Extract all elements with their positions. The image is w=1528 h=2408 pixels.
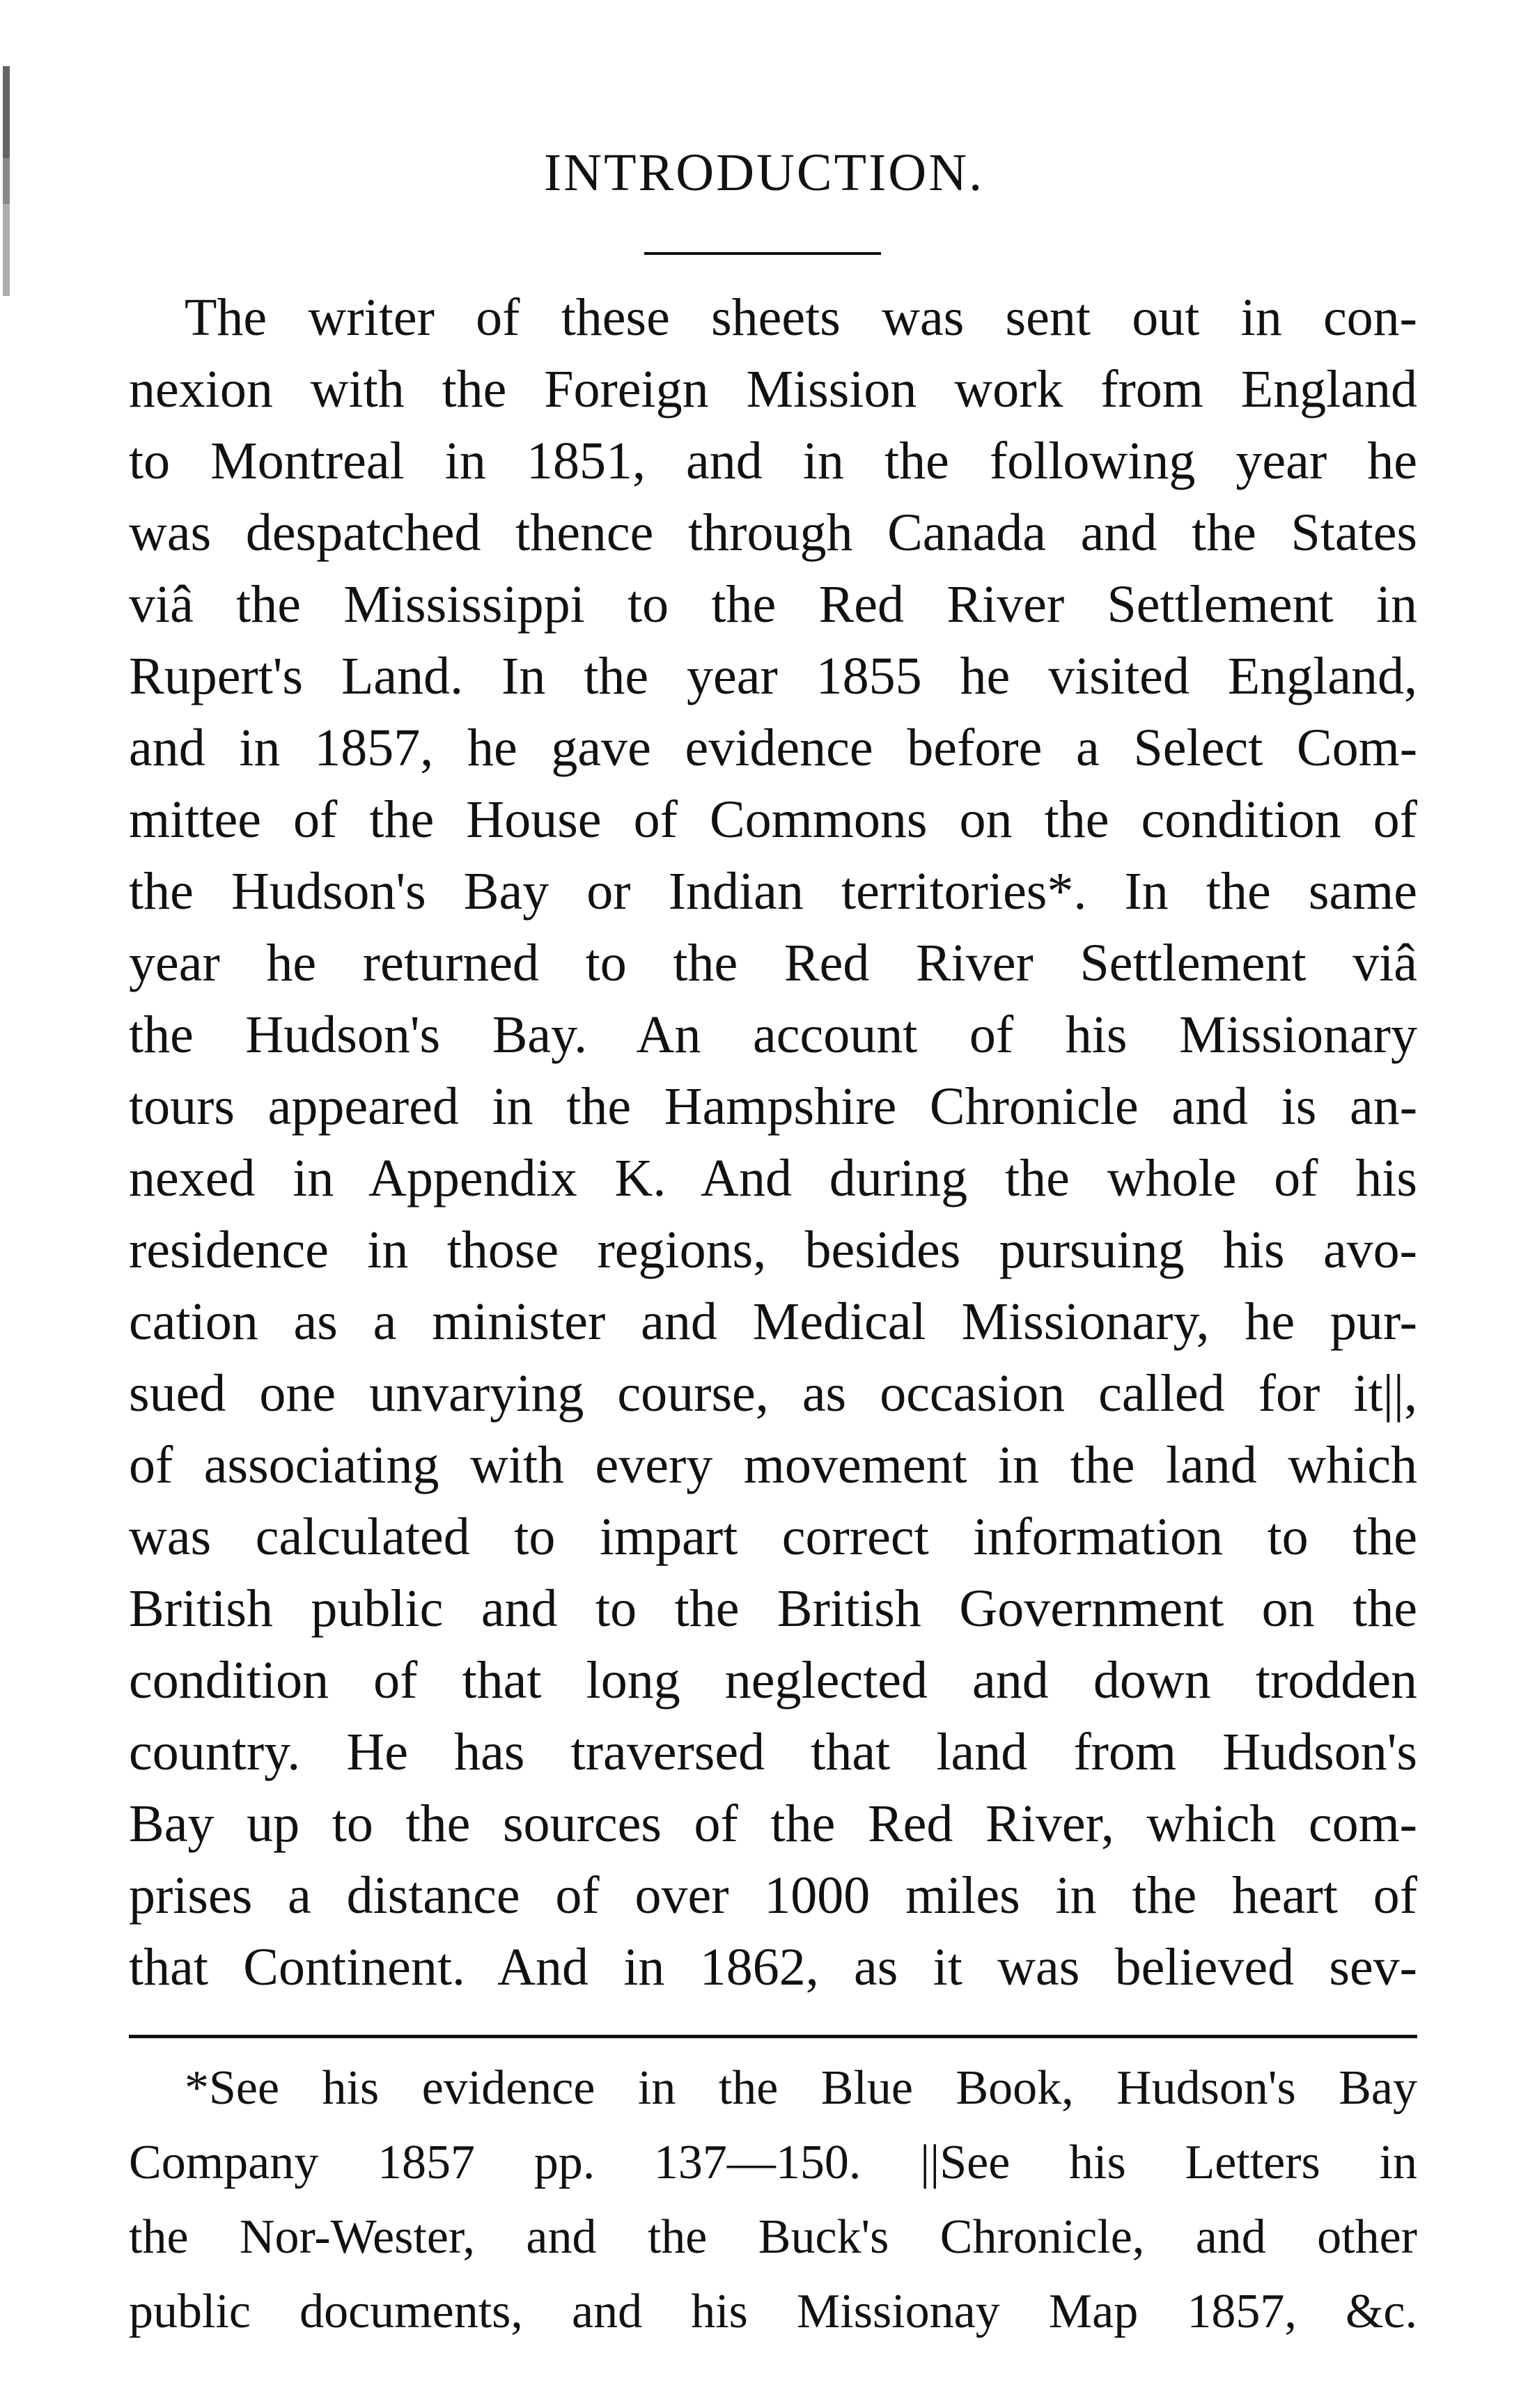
body-line: nexion with the Foreign Mission work from England	[129, 360, 1417, 419]
footnote-line: public documents, and his Missionay Map 1857, &c.	[129, 2285, 1417, 2338]
body-line: the Hudson's Bay or Indian territories*. In the same	[129, 862, 1417, 921]
footnote-line: *See his evidence in the Blue Book, Hudson's Bay	[185, 2061, 1417, 2115]
body-line: year he returned to the Red River Settlement viâ	[129, 934, 1417, 992]
body-line: that Continent. And in 1862, as it was believed sev-	[129, 1938, 1417, 1996]
body-line: and in 1857, he gave evidence before a Select Com-	[129, 719, 1417, 777]
body-line: to Montreal in 1851, and in the following year he	[129, 432, 1417, 490]
body-line: tours appeared in the Hampshire Chronicle and is an-	[129, 1077, 1417, 1136]
body-line: residence in those regions, besides pursuing his avo-	[129, 1221, 1417, 1279]
body-text	[129, 282, 1417, 2003]
body-line: was despatched thence through Canada and the States	[129, 503, 1417, 562]
body-line: The writer of these sheets was sent out in con-	[185, 288, 1417, 347]
body-line: nexed in Appendix K. And during the whole of his	[129, 1149, 1417, 1207]
footnote-line: the Nor-Wester, and the Buck's Chronicle, and other	[129, 2210, 1417, 2264]
page-title: INTRODUCTION.	[543, 143, 985, 202]
body-line: country. He has traversed that land from Hudson's	[129, 1723, 1417, 1781]
body-line: prises a distance of over 1000 miles in the heart of	[129, 1866, 1417, 1925]
title-rule	[644, 252, 881, 255]
body-line: was calculated to impart correct information to the	[129, 1508, 1417, 1566]
footnotes	[129, 2051, 1417, 2349]
body-line: condition of that long neglected and down trodden	[129, 1651, 1417, 1710]
body-line: of associating with every movement in the land which	[129, 1436, 1417, 1494]
body-line: British public and to the British Government on the	[129, 1579, 1417, 1638]
body-line: cation as a minister and Medical Missionary, he pur-	[129, 1292, 1417, 1351]
body-line: sued one unvarying course, as occasion called for it||,	[129, 1364, 1417, 1423]
body-line: viâ the Mississippi to the Red River Settlement in	[129, 575, 1417, 634]
body-line: mittee of the House of Commons on the condition of	[129, 790, 1417, 849]
footnote-line: Company 1857 pp. 137—150. ||See his Letters in	[129, 2136, 1417, 2189]
footnote-rule	[129, 2035, 1417, 2038]
body-line: the Hudson's Bay. An account of his Missionary	[129, 1006, 1417, 1064]
body-line: Rupert's Land. In the year 1855 he visited England,	[129, 647, 1417, 705]
body-line: Bay up to the sources of the Red River, which com-	[129, 1795, 1417, 1853]
